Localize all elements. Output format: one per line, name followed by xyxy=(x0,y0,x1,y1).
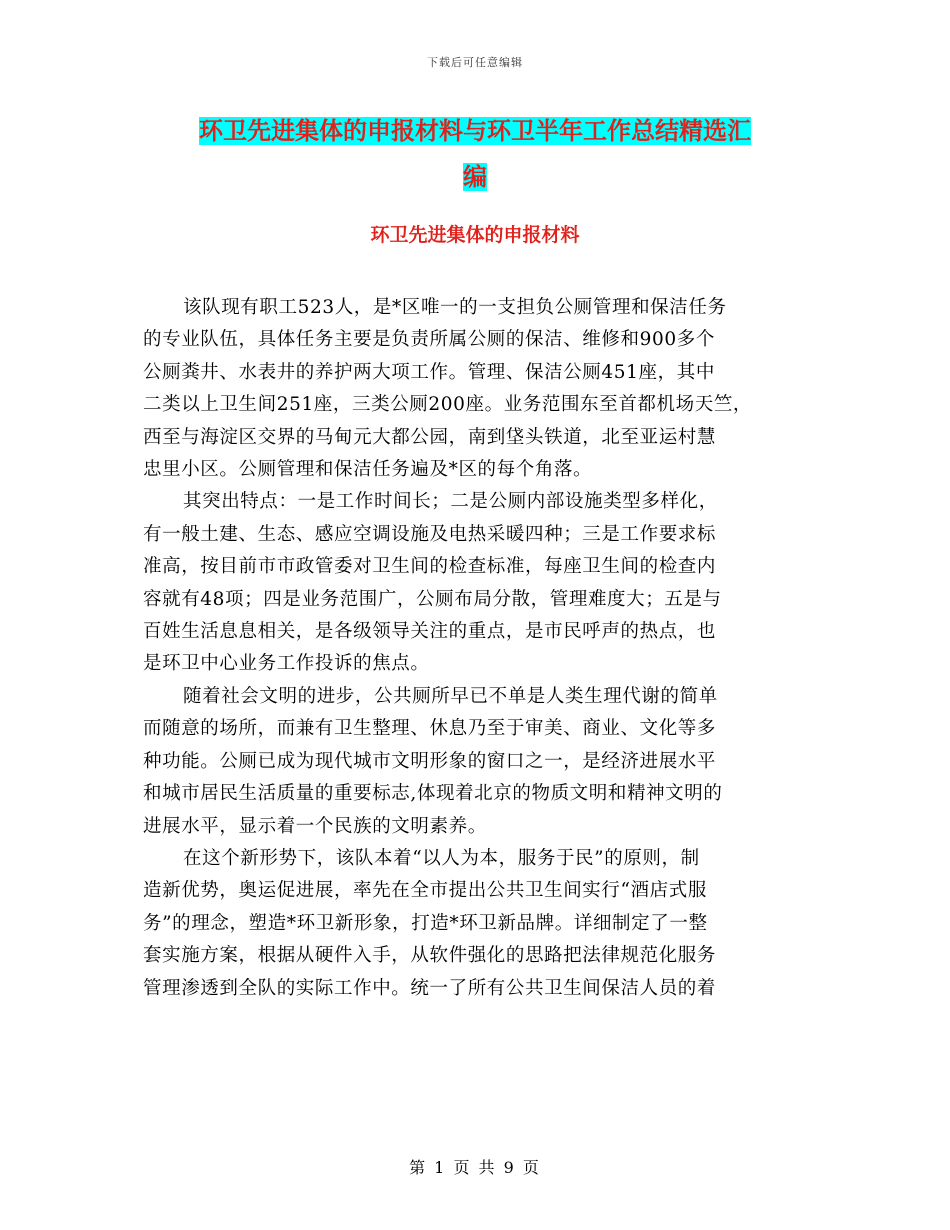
paragraph-2-line-4: 容就有48项；四是业务范围广，公厕布局分散，管理难度大；五是与 xyxy=(143,588,722,610)
paragraph-3-line-5: 进展水平，显示着一个民族的文明素养。 xyxy=(143,815,487,837)
document-title xyxy=(150,108,800,200)
paragraph-1-line-3: 公厕粪井、水表井的养护两大项工作。管理、保洁公厕451座，其中 xyxy=(143,361,715,383)
section-title: 环卫先进集体的申报材料 xyxy=(370,224,580,246)
paragraph-2-line-5: 百姓生活息息相关，是各级领导关注的重点，是市民呼声的热点，也 xyxy=(143,621,717,643)
paragraph-4-line-4: 套实施方案，根据从硬件入手，从软件强化的思路把法律规范化服务 xyxy=(143,945,717,967)
paragraph-4-line-2: 造新优势，奥运促进展，率先在全市提出公共卫生间实行“酒店式服 xyxy=(143,880,707,902)
paragraph-4-line-3: 务”的理念，塑造*环卫新形象，打造*环卫新品牌。详细制定了一整 xyxy=(143,912,708,934)
paragraph-2-line-6: 是环卫中心业务工作投诉的焦点。 xyxy=(143,653,430,675)
title-line-2: 编 xyxy=(463,163,487,191)
paragraph-3-line-2: 而随意的场所，而兼有卫生整理、休息乃至于审美、商业、文化等多 xyxy=(143,718,717,740)
paragraph-2-line-1: 其突出特点：一是工作时间长；二是公厕内部设施类型多样化， xyxy=(183,491,718,513)
paragraph-2-line-3: 准高，按目前市市政管委对卫生间的检查标准，每座卫生间的检查内 xyxy=(143,556,717,578)
header-note: 下载后可任意编辑 xyxy=(427,56,523,69)
paragraph-1-line-1: 该队现有职工523人，是*区唯一的一支担负公厕管理和保洁任务 xyxy=(183,297,727,318)
paragraph-4-line-1: 在这个新形势下，该队本着“以人为本，服务于民”的原则，制 xyxy=(183,847,700,869)
paragraph-1-line-6: 忠里小区。公厕管理和保洁任务遍及*区的每个角落。 xyxy=(143,459,593,481)
paragraph-1-line-4: 二类以上卫生间251座，三类公厕200座。业务范围东至首都机场天竺， xyxy=(143,394,753,416)
title-line-1: 环卫先进集体的申报材料与环卫半年工作总结精选汇 xyxy=(199,117,751,145)
paragraph-1-line-2: 的专业队伍，具体任务主要是负责所属公厕的保洁、维修和900多个 xyxy=(143,329,715,351)
paragraph-3-line-4: 和城市居民生活质量的重要标志,体现着北京的物质文明和精神文明的 xyxy=(143,783,723,805)
paragraph-4-line-5: 管理渗透到全队的实际工作中。统一了所有公共卫生间保洁人员的着 xyxy=(143,977,717,999)
body-text xyxy=(143,292,828,1005)
page-number-footer: 第 1 页 共 9 页 xyxy=(409,1158,541,1177)
paragraph-1-line-5: 西至与海淀区交界的马甸元大都公园，南到垡头铁道，北至亚运村慧 xyxy=(143,426,717,448)
paragraph-3-line-3: 种功能。公厕已成为现代城市文明形象的窗口之一，是经济进展水平 xyxy=(143,750,717,772)
paragraph-2-line-2: 有一般土建、生态、感应空调设施及电热采暖四种；三是工作要求标 xyxy=(143,523,717,545)
paragraph-3-line-1: 随着社会文明的进步，公共厕所早已不单是人类生理代谢的简单 xyxy=(183,685,718,707)
